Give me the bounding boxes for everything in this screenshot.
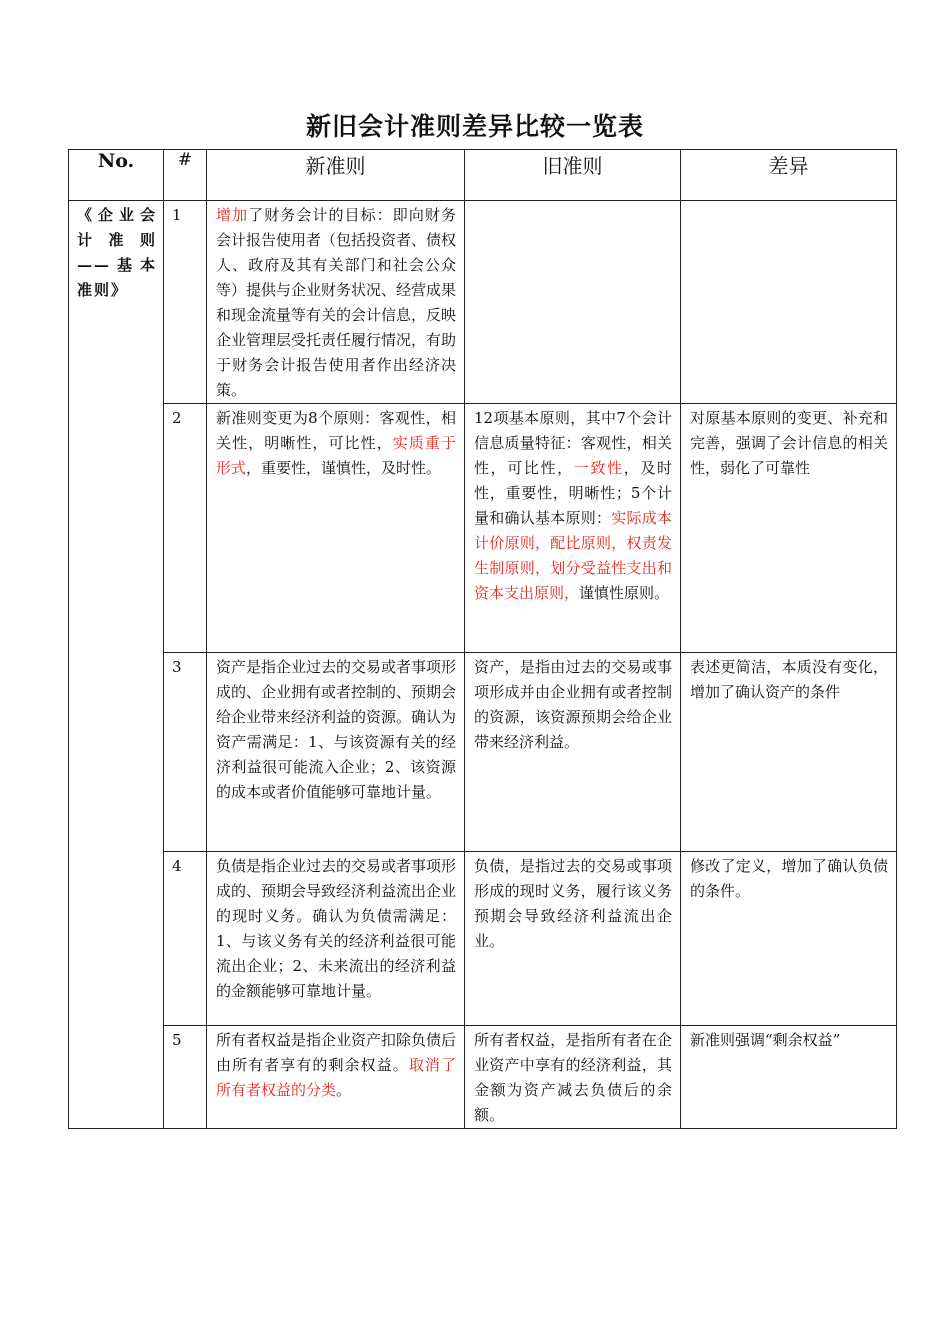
new-standard-text (207, 1026, 464, 1103)
difference-cell (681, 1026, 897, 1129)
new-standard-cell (207, 201, 465, 404)
highlighted-text: 实质重于形式 (216, 434, 456, 477)
text-run: 新准则强调“剩余权益” (690, 1031, 841, 1049)
difference-cell (681, 653, 897, 852)
row-number: 4 (172, 857, 182, 875)
text-run: 资产，是指由过去的交易或事项形成并由企业拥有或者控制的资源，该资源预期会给企业带来经济利益。 (474, 658, 672, 751)
difference-text (681, 852, 896, 904)
old-standard-text (465, 852, 680, 954)
new-standard-text (207, 404, 464, 481)
table-header-row (69, 150, 897, 201)
page-title: 新旧会计准则差异比较一览表 (305, 112, 644, 141)
row-number: 2 (172, 409, 182, 427)
highlighted-text: 增加 (216, 206, 249, 224)
old-standard-cell (465, 653, 681, 852)
row-number-cell (164, 201, 207, 404)
new-standard-cell (207, 852, 465, 1026)
text-run: 。 (336, 1081, 352, 1099)
difference-text (681, 201, 896, 203)
new-standard-cell (207, 1026, 465, 1129)
old-standard-cell (465, 1026, 681, 1129)
text-run: 负债是指企业过去的交易或者事项形成的、预期会导致经济利益流出企业的现时义务。确认为负债需满足：1、与该义务有关的经济利益很可能流出企业；2、未来流出的经济利益的金额能够可靠地计量。 (216, 857, 457, 1000)
comparison-table (68, 149, 897, 1129)
row-number-cell (164, 653, 207, 852)
difference-text (681, 404, 896, 481)
header-difference: 差异 (681, 150, 897, 201)
document-name: 《企业会计准则——基本准则》 (77, 206, 157, 299)
difference-cell (681, 852, 897, 1026)
row-number: 1 (172, 206, 182, 224)
header-old-standard: 旧准则 (465, 150, 681, 201)
table-row (69, 653, 897, 852)
text-run: 所有者权益是指企业资产扣除负债后由所有者享有的剩余权益。 (216, 1031, 457, 1074)
row-number-cell (164, 404, 207, 653)
row-number: 5 (172, 1031, 182, 1049)
table-row (69, 201, 897, 404)
text-run: 资产是指企业过去的交易或者事项形成的、企业拥有或者控制的、预期会给企业带来经济利益的资源。确认为资产需满足：1、与该资源有关的经济利益很可能流入企业；2、该资源的成本或者价值能够可靠地计量。 (216, 658, 457, 801)
old-standard-cell (465, 852, 681, 1026)
text-run: 了财务会计的目标：即向财务会计报告使用者（包括投资者、债权人、政府及其有关部门和社会公众等）提供与企业财务状况、经营成果和现金流量等有关的会计信息，反映企业管理层受托责任履行情况，有助于财务会计报告使用者作出经济决策。 (216, 206, 457, 399)
difference-text (681, 1026, 896, 1053)
old-standard-text (465, 404, 680, 606)
text-run: 12项基本原则，其中7个会计信息质量特征：客观性，相关性，可比性， (474, 409, 672, 477)
header-hash: # (164, 150, 207, 201)
text-run: 表述更简洁，本质没有变化，增加了确认资产的条件 (690, 658, 888, 701)
row-number-cell (164, 852, 207, 1026)
text-run: 修改了定义，增加了确认负债的条件。 (690, 857, 888, 900)
difference-text (681, 653, 896, 705)
old-standard-cell (465, 404, 681, 653)
row-number: 3 (172, 658, 182, 676)
row-number-cell (164, 1026, 207, 1129)
text-run: 所有者权益，是指所有者在企业资产中享有的经济利益，其金额为资产减去负债后的余额。 (474, 1031, 672, 1124)
old-standard-text (465, 1026, 680, 1128)
old-standard-cell (465, 201, 681, 404)
text-run: 新准则变更为8个原则：客观性，相关性，明晰性，可比性， (216, 409, 456, 452)
header-new-standard: 新准则 (207, 150, 465, 201)
new-standard-cell (207, 653, 465, 852)
old-standard-text (465, 653, 680, 755)
table-row (69, 1026, 897, 1129)
header-no: No. (69, 150, 164, 201)
new-standard-text (207, 653, 464, 805)
new-standard-text (207, 201, 464, 403)
text-run: 谨慎性原则。 (579, 584, 670, 602)
highlighted-text: 取消了所有者权益的分类 (216, 1056, 456, 1099)
text-run: ，及时性，重要性，明晰性；5个计量和确认基本原则： (474, 459, 672, 527)
table-row (69, 404, 897, 653)
text-run: 负债，是指过去的交易或事项形成的现时义务，履行该义务预期会导致经济利益流出企业。 (474, 857, 672, 950)
new-standard-cell (207, 404, 465, 653)
old-standard-text (465, 201, 680, 203)
difference-cell (681, 404, 897, 653)
difference-cell (681, 201, 897, 404)
highlighted-text: 一致性 (573, 459, 624, 477)
document-name-cell (69, 201, 164, 1129)
table-row (69, 852, 897, 1026)
new-standard-text (207, 852, 464, 1004)
text-run: 对原基本原则的变更、补充和完善，强调了会计信息的相关性，弱化了可靠性 (690, 409, 888, 477)
text-run: ，重要性，谨慎性，及时性。 (246, 459, 442, 477)
highlighted-text: 实际成本计价原则，配比原则，权责发生制原则，划分受益性支出和资本支出原则， (474, 509, 672, 602)
